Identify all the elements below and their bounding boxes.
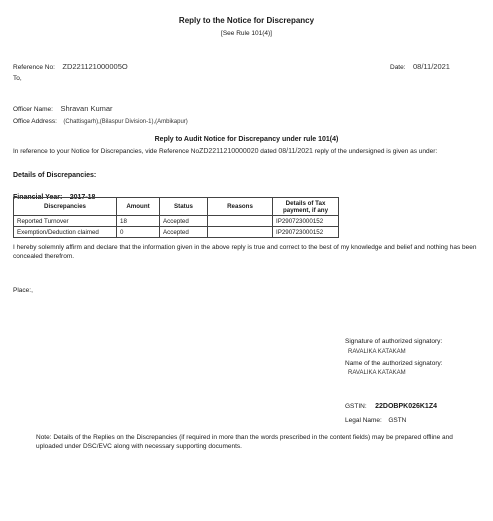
intro-text-1: In reference to your Notice for Discrepancies, vide Reference No: [13, 148, 200, 155]
table-row: [14, 227, 339, 238]
document-title: Reply to the Notice for Discrepancy: [178, 16, 315, 25]
place-line: [13, 279, 33, 297]
signatory-name-value: RAVALIKA KATAKAM: [348, 370, 406, 376]
table-cell: IP290723000152: [273, 216, 339, 227]
details-heading: Details of Discrepancies:: [13, 172, 97, 179]
reference-value: ZD221121000005O: [62, 62, 128, 71]
legal-name-value: GSTN: [388, 417, 407, 424]
signature-label: Signature of authorized signatory:: [345, 338, 443, 345]
legal-name-line: [345, 409, 406, 427]
officer-name-value: Shravan Kumar: [60, 104, 113, 113]
table-cell: IP290723000152: [273, 227, 339, 238]
legal-name-label: Legal Name:: [345, 417, 382, 424]
office-address-label: Office Address:: [13, 118, 57, 125]
table-header-row: [14, 198, 339, 216]
column-header: Reasons: [208, 198, 273, 216]
table-cell: 18: [117, 216, 160, 227]
financial-year-value: 2017-18: [69, 194, 96, 201]
note-paragraph: Note: Details of the Replies on the Discrepancies (if required in more than the words prescribed in the content fields) may be prepared offline and uploaded under DSC/EVC along with necessary supporting documents.: [36, 434, 453, 450]
column-header: Amount: [117, 198, 160, 216]
gstin-label: GSTIN:: [345, 403, 367, 410]
office-address-line: [13, 110, 188, 128]
to-label: To,: [13, 75, 22, 82]
table-cell: [208, 216, 273, 227]
reference-line: [13, 56, 128, 74]
place-value: ,: [31, 287, 33, 294]
intro-date: 08/11/2021: [278, 148, 313, 155]
declaration-paragraph: I hereby solemnly affirm and declare that the information given in the above reply is true and correct to the best of my knowledge and belief and nothing has been concealed therefrom.: [13, 244, 477, 260]
reference-label: Reference No:: [13, 64, 55, 71]
date-value: 08/11/2021: [413, 62, 450, 71]
column-header: Status: [160, 198, 208, 216]
discrepancy-table: [13, 197, 339, 238]
intro-reference: ZD2211210000020: [199, 148, 259, 155]
signature-value: RAVALIKA KATAKAM: [348, 349, 406, 355]
table-cell: 0: [117, 227, 160, 238]
intro-paragraph: [13, 148, 473, 157]
column-header: Discrepancies: [14, 198, 117, 216]
officer-name-label: Officer Name:: [13, 106, 53, 113]
office-address-value: (Chattisgarh),(Bilaspur Division-1),(Ambikapur): [63, 119, 188, 125]
date-label: Date:: [390, 64, 406, 71]
intro-text-3: reply of the undersigned is given as under:: [314, 148, 438, 155]
intro-text-2: dated: [260, 148, 277, 155]
table-row: [14, 216, 339, 227]
section-title: Reply to Audit Notice for Discrepancy under rule 101(4): [154, 136, 339, 143]
gstin-value: 22DOBPK026K1Z4: [375, 403, 437, 410]
signatory-name-label: Name of the authorized signatory:: [345, 360, 443, 367]
column-header: Details of Tax payment, if any: [273, 198, 339, 216]
table-cell: [208, 227, 273, 238]
place-label: Place:: [13, 287, 32, 294]
date-line: [390, 56, 450, 74]
rule-reference: [See Rule 101(4)]: [221, 30, 272, 37]
financial-year-label: Financial Year:: [13, 194, 63, 201]
table-cell: Exemption/Deduction claimed: [14, 227, 117, 238]
table-cell: Accepted: [160, 216, 208, 227]
table-cell: Reported Turnover: [14, 216, 117, 227]
table-cell: Accepted: [160, 227, 208, 238]
